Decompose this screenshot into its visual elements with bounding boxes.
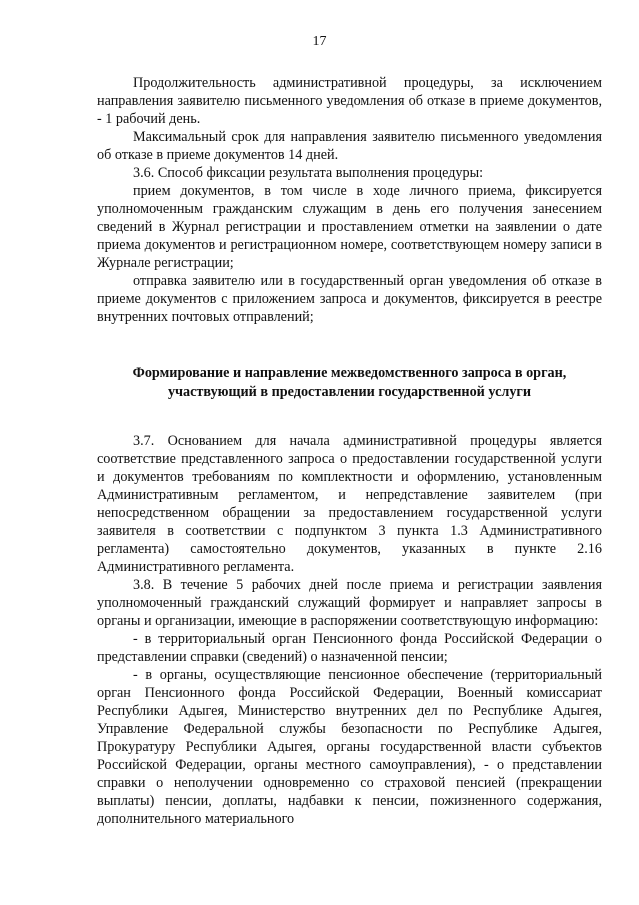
document-body xyxy=(97,74,602,828)
paragraph-3-6: 3.6. Способ фиксации результата выполнения процедуры: xyxy=(133,165,484,181)
section-heading-line-1: Формирование и направление межведомственного запроса в орган, xyxy=(132,365,567,381)
list-item-pension-fund: - в территориальный орган Пенсионного фонда Российской Федерации о представлении справки (сведений) о назначенной пенсии; xyxy=(97,631,602,665)
paragraph-3-8: 3.8. В течение 5 рабочих дней после приема и регистрации заявления уполномоченный гражданский служащий формирует и направляет запросы в органы и организации, имеющие в распоряжении соответствующую информацию: xyxy=(97,577,602,629)
paragraph-3-7: 3.7. Основанием для начала административной процедуры является соответствие представленного запроса о предоставлении государственной услуги и документов требованиям по комплектности и оформлению, установленным Административным регламентом, и непредставление заявителем (при непосредственном обращении за предоставлением государственной услуги заявителя в соответствии с подпунктом 3 пункта 1.3 Административного регламента) самостоятельно документов, указанных в пункте 2.16 Административного регламента. xyxy=(97,433,602,575)
paragraph-procedure-duration: Продолжительность административной процедуры, за исключением направления заявителю письменного уведомления об отказе в приеме документов, - 1 рабочий день. xyxy=(97,75,602,127)
page-number: 17 xyxy=(312,34,327,49)
paragraph-refusal-notice: отправка заявителю или в государственный орган уведомления об отказе в приеме документов с приложением запроса и документов, фиксируется в реестре внутренних почтовых отправлений; xyxy=(97,273,602,325)
section-heading-line-2: участвующий в предоставлении государственной услуги xyxy=(167,384,532,400)
paragraph-document-intake: прием документов, в том числе в ходе личного приема, фиксируется уполномоченным гражданским служащим в день его получения занесением сведений в Журнал регистрации и проставлением отметки на заявлении о дате приема документов и регистрационном номере, соответствующем номеру записи в Журнале регистрации; xyxy=(97,183,602,271)
paragraph-max-term: Максимальный срок для направления заявителю письменного уведомления об отказе в приеме документов 14 дней. xyxy=(97,129,602,163)
list-item-pension-bodies: - в органы, осуществляющие пенсионное обеспечение (территориальный орган Пенсионного фонда Российской Федерации, Военный комиссариат Республики Адыгея, Министерство внутренних дел по Республике Адыгея, Управление Федеральной службы безопасности по Республике Адыгея, Прокуратуру Республики Адыгея, органы государственной власти субъектов Российской Федерации, органы местного самоуправления), - о представлении справки о неполучении одновременно со страховой пенсией (прекращении выплаты) пенсии, доплаты, надбавки к пенсии, пожизненного содержания, дополнительного материального xyxy=(97,667,602,827)
